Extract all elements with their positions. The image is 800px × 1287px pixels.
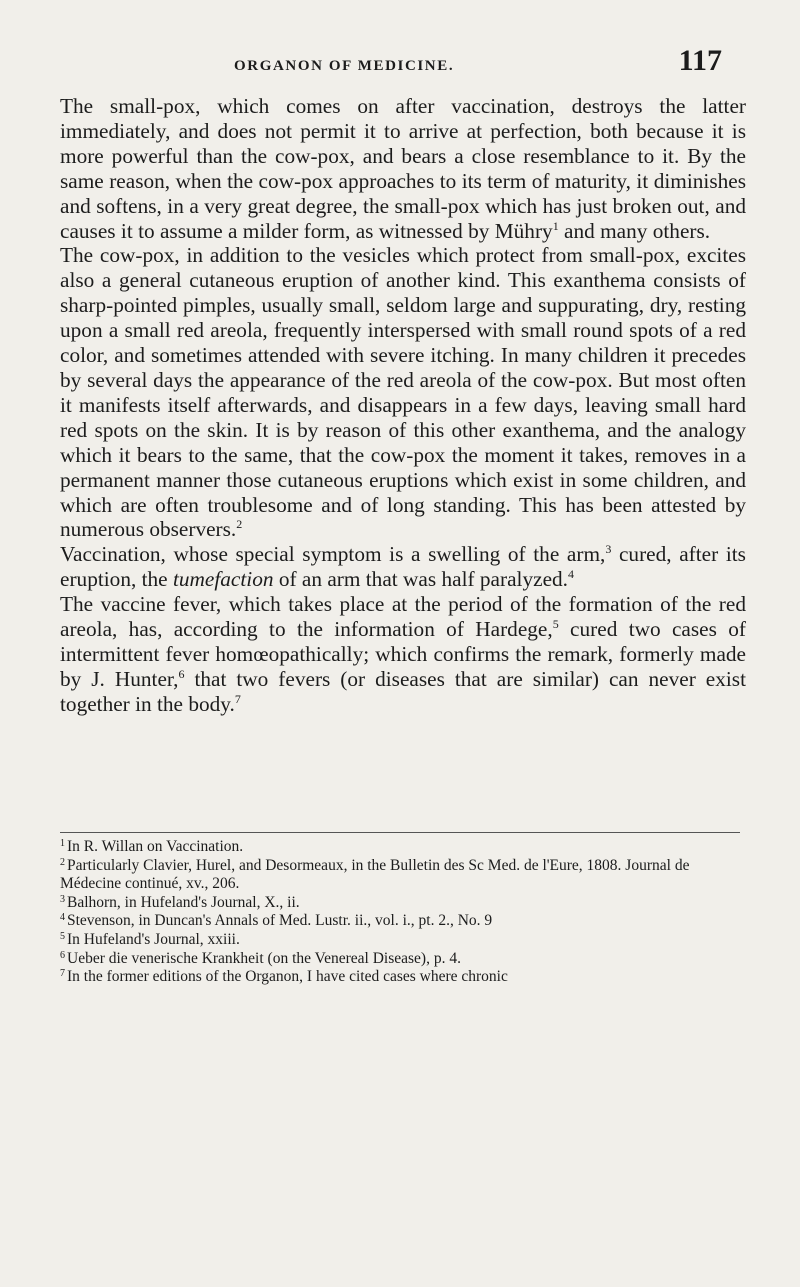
page-number: 117 [678,44,722,77]
footnote-number: 4 [60,912,65,924]
running-title: ORGANON OF MEDICINE. [234,58,455,74]
page-header [64,40,740,80]
footnote-text: Particularly Clavier, Hurel, and Desormeaux, in the Bulletin des Sc Med. de l'Eure, 1808. Journal de Médecine continué, xv., 206. [60,856,690,893]
paragraph-text: The small-pox, which comes on after vaccination, destroys the latter immediately, and does not permit it to arrive at perfection, both because it is more powerful than the cow-pox, and bears a close resemblance to it. By the same reason, when the cow-pox approaches to its term of maturity, it diminishes and softens, in a very great degree, the small-pox which has just broken out, and causes it to assume a milder form, as witnessed by Mühry [60,94,746,243]
footnote [60,950,750,969]
footnote [60,838,750,857]
paragraph [60,243,746,542]
body-text [60,94,746,717]
footnote-number: 7 [60,968,65,980]
footnote-ref: 7 [234,691,241,706]
footnote [60,968,750,987]
footnote-ref: 1 [552,218,559,233]
footnote-number: 3 [60,893,65,905]
paragraph-text: of an arm that was half paralyzed. [273,567,568,592]
footnote-ref: 3 [605,542,612,557]
footnotes [60,838,750,987]
paragraph-text: cured, after its eruption, the [60,542,746,592]
paragraph [60,94,746,243]
footnote-text: Stevenson, in Duncan's Annals of Med. Lustr. ii., vol. i., pt. 2., No. 9 [67,912,493,930]
footnote-number: 5 [60,930,65,942]
paragraph-text: The vaccine fever, which takes place at the period of the formation of the red areola, has, according to the information of Hardege, [60,592,746,642]
paragraph-text: cured two cases of intermittent fever homœopathically; which confirms the remark, formerly made by J. Hunter, [60,617,746,691]
footnote-text: Ueber die venerische Krankheit (on the Venereal Disease), p. 4. [67,949,461,967]
footnote [60,912,750,931]
footnote-text: In the former editions of the Organon, I have cited cases where chronic [67,968,508,986]
paragraph-text: that two fevers (or diseases that are similar) can never exist together in the body. [60,666,746,716]
footnote-number: 2 [60,856,65,868]
footnote-text: In R. Willan on Vaccination. [67,838,244,855]
footnote-rule [60,832,740,833]
footnote-ref: 6 [178,666,185,681]
paragraph [60,542,746,592]
footnote-number: 6 [60,949,65,961]
footnote-text: In Hufeland's Journal, xxiii. [67,930,240,948]
footnote-ref: 4 [568,567,574,582]
footnote-text: Balhorn, in Hufeland's Journal, X., ii. [67,893,300,911]
paragraph [60,592,746,717]
footnote-ref: 2 [236,517,243,532]
footnote [60,857,750,894]
paragraph-text: and many others. [558,218,711,243]
footnote [60,931,750,950]
paragraph-text: Vaccination, whose special symptom is a swelling of the arm, [60,542,606,567]
italic-text: tumefaction [172,567,274,592]
paragraph-text: The cow-pox, in addition to the vesicles which protect from small-pox, excites also a general cutaneous eruption of another kind. This exanthema consists of sharp-pointed pimples, usually small, seldom large and suppurating, dry, resting upon a small red areola, frequently interspersed with small round spots of a red color, and sometimes attended with severe itching. In many children it precedes by several days the appearance of the red areola of the cow-pox. But most often it manifests itself afterwards, and disappears in a few days, leaving small hard red spots on the skin. It is by reason of this other exanthema, and the analogy which it bears to the same, that the cow-pox the moment it takes, removes in a permanent manner those cutaneous eruptions which exist in some children, and which are often troublesome and of long standing. This has been attested by numerous observers. [60,243,746,542]
footnote-ref: 5 [552,617,559,632]
footnote [60,894,750,913]
footnote-number: 1 [60,838,65,849]
